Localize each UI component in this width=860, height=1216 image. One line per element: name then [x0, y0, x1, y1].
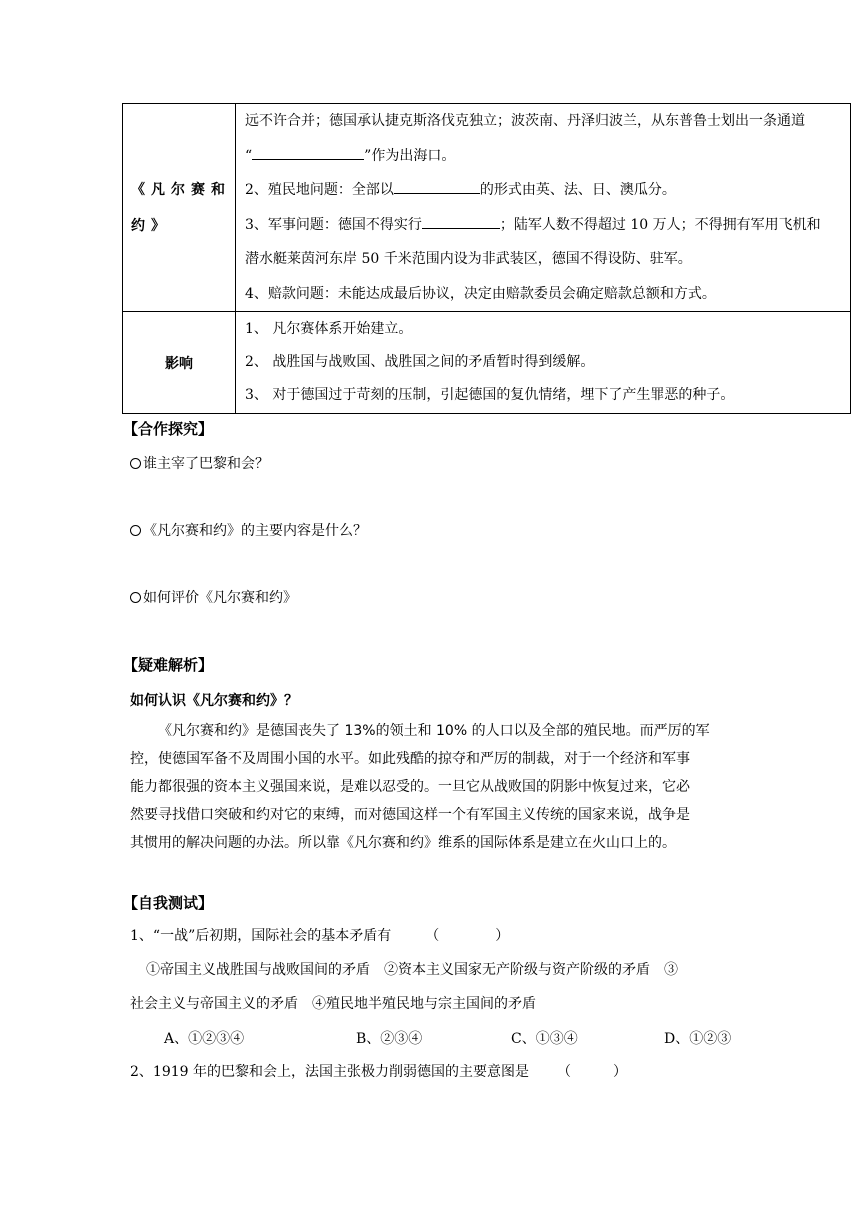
option-a: A、①②③④ [164, 1031, 245, 1047]
question-item [130, 520, 367, 540]
military-label: 3、军事问题：德国不得实行 [245, 216, 422, 233]
selftest-heading: 【自我测试】 [123, 894, 214, 912]
quote-close: ”作为出海口。 [364, 147, 456, 164]
treaty-line: 潜水艇莱茵河东岸 50 千米范围内设为非武装区，德国不得设防、驻军。 [245, 251, 692, 267]
colony-label: 2、殖民地问题：全部以 [245, 182, 394, 198]
question-1-choices-line: 社会主义与帝国主义的矛盾 ④殖民地半殖民地与宗主国间的矛盾 [130, 996, 536, 1012]
treaty-header: 《凡尔赛和约》 [131, 181, 231, 234]
blank-colony [394, 179, 480, 194]
question-text: 如何评价《凡尔赛和约》 [143, 590, 297, 606]
analysis-paragraph [130, 717, 734, 857]
question-text: 谁主宰了巴黎和会？ [143, 456, 269, 472]
impact-line: 1、 凡尔赛体系开始建立。 [245, 321, 413, 337]
circle-bullet-icon [130, 592, 141, 603]
treaty-line: 4、赔款问题：未能达成最后协议，决定由赔款委员会确定赔款总额和方式。 [245, 285, 716, 302]
impact-header: 影响 [165, 355, 193, 372]
question-2 [130, 1061, 627, 1081]
treaty-line [245, 208, 846, 243]
paragraph-line: 能力都很强的资本主义强国来说，是难以忍受的。一旦它从战败国的阴影中恢复过来，它必 [130, 779, 690, 795]
option-b: B、②③④ [356, 1031, 423, 1047]
question-1-text: 1、“一战”后初期，国际社会的基本矛盾有 [130, 928, 392, 944]
cooperation-heading: 【合作探究】 [123, 420, 214, 438]
circle-bullet-icon [130, 458, 141, 469]
impact-header-cell [123, 312, 236, 414]
option-c: C、①③④ [511, 1031, 578, 1047]
question-1 [130, 925, 509, 945]
colony-tail: 的形式由英、法、日、澳瓜分。 [479, 182, 676, 198]
treaty-line [245, 173, 846, 208]
option-d: D、①②③ [664, 1031, 732, 1047]
paragraph-line: 《凡尔赛和约》是德国丧失了 13%的领土和 10% 的人口以及全部的殖民地。而严厉的军 [158, 723, 710, 739]
question-2-text: 2、1919 年的巴黎和会上，法国主张极力削弱德国的主要意图是 [130, 1064, 529, 1080]
paragraph-line: 其惯用的解决问题的办法。所以靠《凡尔赛和约》维系的国际体系是建立在火山口上的。 [130, 835, 676, 851]
analysis-heading: 【疑难解析】 [123, 656, 214, 674]
paragraph-line: 然要寻找借口突破和约对它的束缚，而对德国这样一个有军国主义传统的国家来说，战争是 [130, 807, 690, 823]
question-item [130, 453, 269, 473]
circle-bullet-icon [130, 525, 141, 536]
impact-content-cell [236, 312, 851, 414]
military-tail: ；陆军人数不得超过 10 万人；不得拥有军用飞机和 [499, 216, 821, 233]
paragraph-line: 控，使德国军备不及周围小国的水平。如此残酷的掠夺和严厉的制裁，对于一个经济和军事 [130, 751, 690, 767]
impact-line: 2、 战胜国与战败国、战胜国之间的矛盾暂时得到缓解。 [245, 354, 595, 370]
treaty-header-cell [123, 104, 236, 312]
impact-row [123, 312, 851, 414]
impact-line: 3、 对于德国过于苛刻的压制，引起德国的复仇情绪，埋下了产生罪恶的种子。 [245, 387, 735, 403]
quote-open: “ [245, 147, 253, 164]
question-text: 《凡尔赛和约》的主要内容是什么？ [143, 523, 367, 539]
blank-military [422, 214, 500, 229]
treaty-line: 远不许合并；德国承认捷克斯洛伐克独立；波茨南、丹泽归波兰，从东普鲁士划出一条通道 [245, 113, 805, 129]
answer-paren: （ ） [557, 1064, 627, 1080]
treaty-line [245, 139, 846, 174]
treaty-content-cell [236, 104, 851, 312]
treaty-row [123, 104, 851, 312]
blank-corridor [252, 145, 364, 160]
analysis-subheading: 如何认识《凡尔赛和约》？ [130, 693, 298, 709]
answer-paren: （ ） [425, 928, 510, 944]
question-item [130, 587, 297, 607]
treaty-table [122, 103, 851, 414]
question-1-choices-line: ①帝国主义战胜国与战败国间的矛盾 ②资本主义国家无产阶级与资产阶级的矛盾 ③ [146, 962, 678, 978]
